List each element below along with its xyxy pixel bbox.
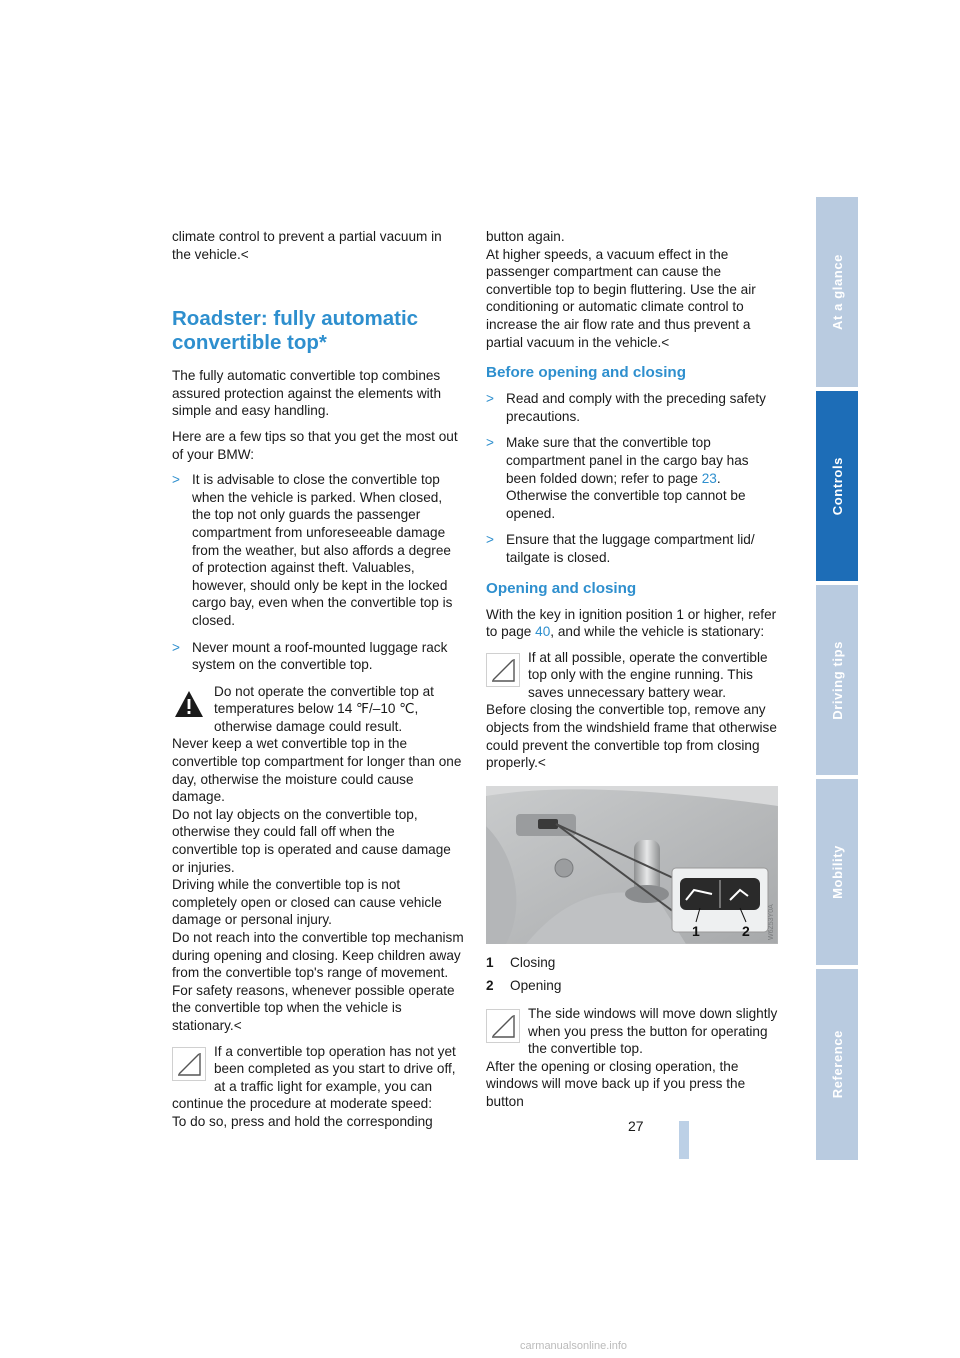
bullet-item [486,390,778,425]
note-arrow-icon [486,653,520,687]
legend-text: Closing [510,954,556,970]
chapter-tabs [816,197,858,1160]
tab-label: Mobility [829,845,845,899]
right-column [486,228,778,1119]
legend-number: 1 [486,954,494,970]
tab-reference[interactable] [816,969,858,1160]
tab-mobility[interactable] [816,779,858,965]
bullet-text: It is advisable to close the convertible top when the vehicle is parked. When closed, the top not only guards the passenger compartment from unforeseeable damage from the weather, but also affords a degree of protection against theft. Valuables, however, should only be kept in the locked cargo bay, even when the convertible top is closed. [192,472,453,628]
left-column [172,228,464,1139]
info-note [172,1043,464,1131]
subheading-before: Before opening and closing [486,364,686,382]
center-console-illustration [486,786,778,944]
bullet-marker-icon: > [486,435,494,451]
figure-code: W6Z53Y0A [768,904,775,940]
bullet-item [172,639,464,674]
bullet-marker-icon: > [486,532,494,548]
legend-item [486,977,778,995]
paragraph: button again. [486,229,565,244]
intro-text: climate control to prevent a partial vacuum in the vehicle.< [172,229,442,262]
warning-text: Do not operate the convertible top at temperatures below 14 ℉/–10 ℃, otherwise damage could result. [214,683,434,734]
bullet-text: Make sure that the convertible top compartment panel in the cargo bay has been folded down; refer to page [506,435,749,486]
warning-note [172,683,464,1035]
legend-number: 2 [486,978,494,994]
info-note [486,1005,778,1111]
bullet-marker-icon: > [172,639,180,655]
page-number: 27 [628,1118,644,1134]
page-link[interactable]: 23 [701,470,717,486]
bullet-text: Ensure that the luggage compartment lid/ tailgate is closed. [506,532,755,565]
info-note [486,649,778,772]
tab-label: At a glance [829,254,845,330]
legend-text: Opening [510,978,562,994]
bullet-item [486,434,778,522]
tab-at-a-glance[interactable] [816,197,858,387]
paragraph [486,606,778,641]
bullet-text: Never mount a roof-mounted luggage rack system on the convertible top. [192,639,448,673]
note-text: The side windows will move down slightly when you press the button for operating the convertible top. [528,1006,778,1057]
tab-controls[interactable] [816,391,858,581]
legend-item [486,954,778,972]
warning-triangle-icon [172,687,206,721]
paragraph: At higher speeds, a vacuum effect in the passenger compartment can cause the convertible top to begin fluttering. Use the air conditioning or automatic climate control to increase the air flow rate and thus prevent a partial vacuum in the vehicle.< [486,246,756,350]
warning-text: Do not reach into the convertible top mechanism during opening and closing. Keep children away from the convertible top's range of movement. [172,930,464,981]
paragraph: Here are a few tips so that you get the most out of your BMW: [172,428,458,462]
note-text: To do so, press and hold the corresponding [172,1113,433,1129]
bullet-text: . Otherwise the convertible top cannot be opened. [506,470,746,521]
note-text: Before closing the convertible top, remove any objects from the windshield frame that otherwise could prevent the convertible top from closing properly.< [486,702,777,771]
page-marker-bar [679,1121,689,1159]
note-text: If a convertible top operation has not yet been completed as you start to drive off, at a traffic light for example, you can continue the procedure at moderate speed: [172,1043,456,1112]
tab-label: Controls [829,456,845,516]
tab-label: Reference [829,1030,845,1099]
section-heading: Roadster: fully automatic convertible top* [172,307,419,355]
figure-label-1: 1 [692,922,700,939]
console-figure [486,786,778,944]
warning-text: Driving while the convertible top is not completely open or closed can cause vehicle damage or personal injury. [172,877,442,928]
tab-driving-tips[interactable] [816,585,858,775]
warning-text: Do not lay objects on the convertible top, otherwise they could fall off when the convertible top is operated and cause damage or injuries. [172,806,451,875]
warning-text: Never keep a wet convertible top in the convertible top compartment for longer than one day, otherwise the moisture could cause damage. [172,736,462,805]
bullet-item [486,531,778,566]
note-text: If at all possible, operate the convertible top only with the engine running. This saves unnecessary battery wear. [528,649,768,700]
note-text: After the opening or closing operation, the windows will move back up if you press the button [486,1058,746,1109]
tab-label: Driving tips [829,640,845,720]
figure-label-2: 2 [742,922,750,939]
paragraph-text: , and while the vehicle is stationary: [550,624,765,640]
bullet-item [172,471,464,629]
note-arrow-icon [172,1047,206,1081]
subheading-open: Opening and closing [486,579,637,597]
paragraph: The fully automatic convertible top combines assured protection against the elements with simple and easy handling. [172,368,442,419]
bullet-text: Read and comply with the preceding safety precautions. [506,391,766,424]
bullet-marker-icon: > [486,391,494,407]
paragraph-text: With the key in ignition position 1 or higher, refer to page [486,606,777,640]
bullet-marker-icon: > [172,472,180,488]
warning-text: For safety reasons, whenever possible operate the convertible top when the vehicle is stationary.< [172,982,455,1033]
note-arrow-icon [486,1009,520,1043]
page-link[interactable]: 40 [535,624,551,640]
watermark: carmanualsonline.info [520,1340,628,1352]
